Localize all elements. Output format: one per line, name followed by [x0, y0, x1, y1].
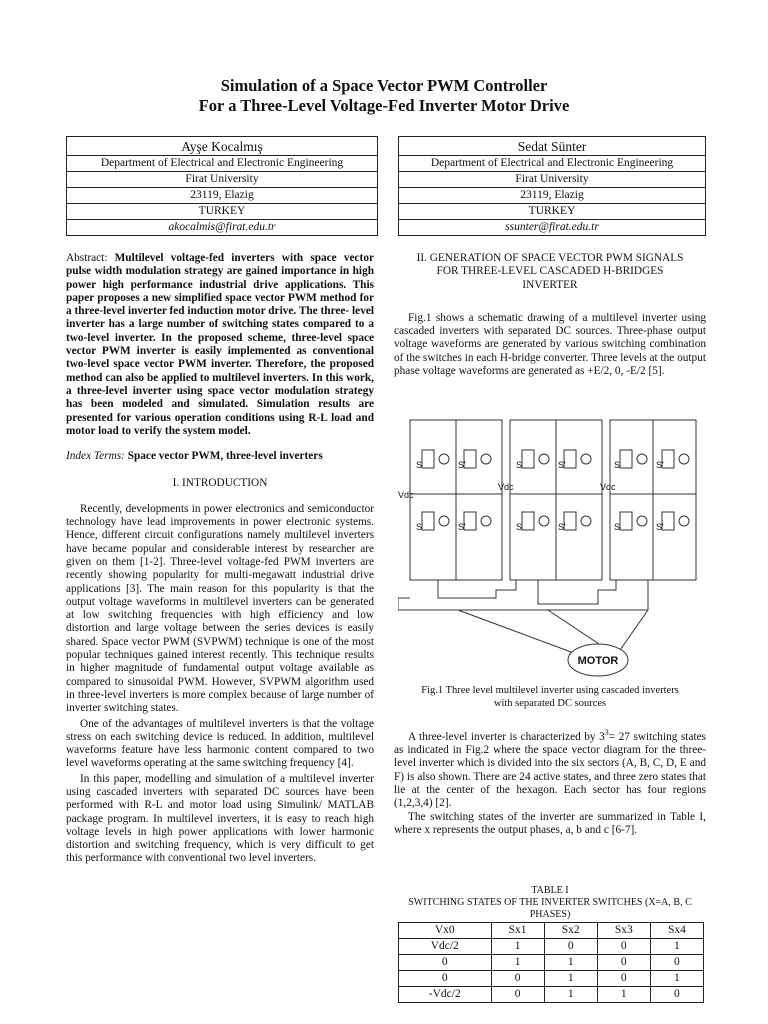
circuit-figure: [398, 414, 700, 684]
vdc-label-3: Vdc: [600, 482, 616, 492]
motor-label: MOTOR: [577, 655, 619, 667]
table-row: [399, 971, 704, 987]
table-cell: 1: [491, 939, 544, 955]
abstract: [66, 252, 374, 438]
table-cell: Vdc/2: [399, 939, 492, 955]
table-cell: -Vdc/2: [399, 987, 492, 1003]
table-cell: 0: [650, 987, 703, 1003]
table-cell: 0: [399, 955, 492, 971]
abstract-label: Abstract:: [66, 252, 108, 264]
title-line-1: Simulation of a Space Vector PWM Controller: [220, 76, 548, 95]
figure-caption-line1: Fig.1 Three level multilevel inverter using cascaded inverters: [421, 685, 679, 696]
table-cell: 0: [597, 939, 650, 955]
table-caption-text: SWITCHING STATES OF THE INVERTER SWITCHES (X=A, B, C PHASES): [408, 897, 692, 920]
figure-caption-line2: with separated DC sources: [493, 698, 607, 709]
switch-label-3: S: [416, 522, 423, 532]
p2-part-a: A three-level inverter is characterized by 3: [408, 730, 605, 743]
author-department: Department of Electrical and Electronic Engineering: [67, 156, 378, 172]
switching-states-table: [398, 922, 704, 1003]
table-row: [399, 955, 704, 971]
table-header: Vx0: [399, 923, 492, 939]
section-heading-2-line2: FOR THREE-LEVEL CASCADED H-BRIDGES: [436, 265, 664, 278]
p2-superscript: 3: [604, 728, 609, 737]
index-terms-label: Index Terms:: [66, 450, 125, 463]
author-university: Firat University: [399, 172, 706, 188]
table-header: Sx2: [544, 923, 597, 939]
h-bridge-1: [410, 420, 502, 580]
table-cell: 0: [399, 971, 492, 987]
vdc-label-1: Vdc: [398, 490, 414, 500]
abstract-text: Multilevel voltage-fed inverters with space vector pulse width modulation strategy are gained importance in high power high performance industrial drive applications. This paper proposes a new simplified space vector PWM method for a three-level inverter fed induction motor drive. The three- level inverter has a large number of switching states compared to a two-level inverter. In the proposed scheme, three-level space vector PWM inverter is easily implemented as conventional two-level space vector PWM inverter. Therefore, the proposed method can also be applied to multilevel inverters. In this work, a three-level inverter using space vector modulation strategy has been modeled and simulated. Simulation results are presented for various operation conditions using R-L load and motor load to verify the system model.: [66, 252, 374, 437]
author-block-1: [66, 136, 378, 236]
author-country: TURKEY: [399, 204, 706, 220]
p2-part-b: = 27 switching states as indicated in Fig.2 where the space vector diagram for the three-level inverter which is divided into the six sectors (A, B, C, D, E and F) is also shown. There are 24 active states, and three zero states that lie at the center of the hexagon. Each sector has four regions (1,2,3,4) [2].: [394, 730, 707, 810]
switch-label-11: S: [614, 522, 621, 532]
author-block-2: [398, 136, 706, 236]
table-header-row: [399, 923, 704, 939]
section-heading-introduction: I. INTRODUCTION: [172, 477, 268, 490]
switch-label-5: S: [516, 460, 523, 470]
table-cell: 1: [491, 955, 544, 971]
table-cell: 0: [597, 955, 650, 971]
table-row: [399, 987, 704, 1003]
table-cell: 0: [650, 955, 703, 971]
section2-paragraph-2: [394, 726, 706, 811]
author-email[interactable]: akocalmis@firat.edu.tr: [67, 220, 378, 236]
right-column-bottom: [394, 726, 706, 837]
switch-label-8: S': [558, 522, 566, 532]
author-email[interactable]: ssunter@firat.edu.tr: [399, 220, 706, 236]
index-terms-text: Space vector PWM, three-level inverters: [127, 450, 323, 463]
table-cell: 0: [491, 971, 544, 987]
table-cell: 0: [491, 987, 544, 1003]
author-name: Sedat Sünter: [399, 137, 706, 156]
table-row: [399, 939, 704, 955]
section2-paragraph-1: Fig.1 shows a schematic drawing of a multilevel inverter using cascaded inverters with separated DC sources. Three-phase output voltage waveforms are generated by various switching combination of the switches in each H-bridge converter. Three levels at the output phase voltage waveforms are generated as +E/2, 0, -E/2 [5].: [394, 311, 706, 378]
switch-label-2: S': [458, 460, 466, 470]
table-cell: 1: [544, 971, 597, 987]
switch-label-10: S': [656, 460, 664, 470]
table-header: Sx4: [650, 923, 703, 939]
table-cell: 1: [650, 971, 703, 987]
table-caption: [394, 885, 706, 921]
table-title: TABLE I: [531, 885, 569, 896]
author-name: Ayşe Kocalmış: [67, 137, 378, 156]
figure-caption: [394, 684, 706, 710]
intro-paragraph-3: In this paper, modelling and simulation of a multilevel inverter using cascaded inverters with separated DC sources have been performed with R-L and motor load using Simulink/ MATLAB package program. In multilevel inverters, it is easy to reach high voltage levels in high power applications with lower harmonic distortion and switching frequency, which is very difficult to get this performance with conventional two level inverters.: [66, 772, 374, 865]
switch-label-4: S': [458, 522, 466, 532]
table-cell: 0: [597, 971, 650, 987]
intro-paragraph-2: One of the advantages of multilevel inverters is that the voltage stress on each switching device is reduced. In addition, multilevel waveforms feature have less harmonic content compared to two level waveforms operating at the same switching frequency [4].: [66, 717, 374, 770]
section-heading-2-line3: INVERTER: [522, 278, 578, 291]
section-heading-2-line1: II. GENERATION OF SPACE VECTOR PWM SIGNALS: [416, 252, 684, 264]
section-heading-2: [394, 252, 706, 292]
table-cell: 1: [650, 939, 703, 955]
switch-label-9: S: [614, 460, 621, 470]
table-header: Sx1: [491, 923, 544, 939]
section2-paragraph-3: The switching states of the inverter are summarized in Table I, where x represents the output phases, a, b and c [6-7].: [394, 810, 706, 836]
table-cell: 0: [544, 939, 597, 955]
h-bridge-3: [610, 420, 696, 580]
vdc-label-2: Vdc: [498, 482, 514, 492]
table-cell: 1: [544, 987, 597, 1003]
table-header: Sx3: [597, 923, 650, 939]
author-university: Firat University: [67, 172, 378, 188]
switch-label-6: S': [558, 460, 566, 470]
intro-paragraph-1: Recently, developments in power electronics and semiconductor technology have lead improvements in power electronic systems. Hence, different circuit configurations namely multilevel inverters have became popular and considerable interest by researcher are given on them [1-2]. Three-level voltage-fed PWM inverters are recently showing popularity for multi-megawatt industrial drive applications [3]. The main reason for this popularity is that the output voltage waveforms in multilevel inverters can be generated at low switching frequencies with high efficiency and low distortion and large voltage between the series devices is easily shared. Space vector PWM (SVPWM) technique is one of the most popular techniques gained interest recently. This technique results in higher magnitude of fundamental output voltage available as compared to sinusoidal PWM. However, SVPWM algorithm used in three-level inverters is more complex because of large number of inverter switching states.: [66, 502, 374, 715]
author-city: 23119, Elazig: [399, 188, 706, 204]
paper-title: [0, 76, 768, 116]
author-country: TURKEY: [67, 204, 378, 220]
title-line-2: For a Three-Level Voltage-Fed Inverter Motor Drive: [198, 96, 570, 115]
switch-label-12: S': [656, 522, 664, 532]
switch-label-1: S: [416, 460, 423, 470]
left-column: [66, 252, 374, 866]
h-bridge-2: [510, 420, 602, 580]
switch-label-7: S: [516, 522, 523, 532]
right-column-top: [394, 252, 706, 378]
author-department: Department of Electrical and Electronic Engineering: [399, 156, 706, 172]
index-terms: [66, 450, 374, 463]
author-city: 23119, Elazig: [67, 188, 378, 204]
table-cell: 1: [544, 955, 597, 971]
table-cell: 1: [597, 987, 650, 1003]
